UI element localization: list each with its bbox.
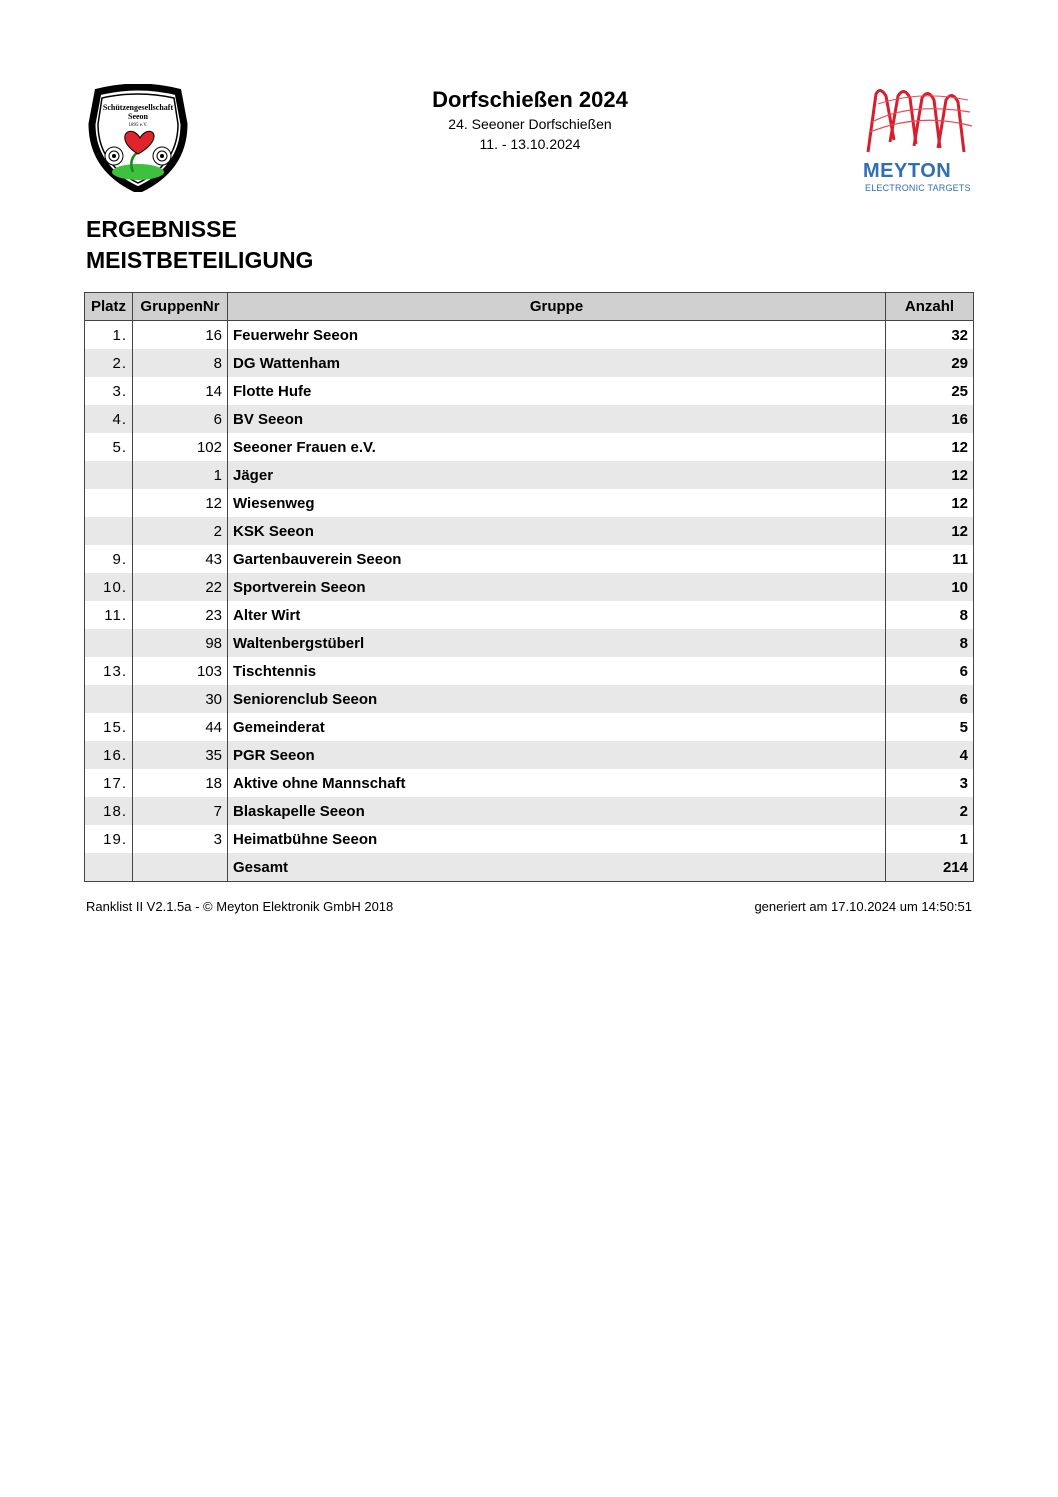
cell-gruppennr: 98: [133, 629, 228, 657]
cell-anzahl: 214: [886, 853, 974, 882]
cell-gruppennr: 6: [133, 405, 228, 433]
document-title: Dorfschießen 2024: [432, 87, 628, 112]
table-row: [85, 601, 974, 629]
cell-platz: 2.: [85, 349, 133, 377]
table-row: [85, 517, 974, 545]
event-dates: 11. - 13.10.2024: [479, 136, 581, 152]
cell-anzahl: 4: [886, 741, 974, 769]
column-header-anzahl: Anzahl: [886, 293, 974, 321]
footer-generated: generiert am 17.10.2024 um 14:50:51: [754, 899, 972, 914]
table-row: [85, 713, 974, 741]
table-row: [85, 741, 974, 769]
cell-gruppennr: [133, 853, 228, 882]
cell-gruppe: Tischtennis: [228, 657, 886, 685]
table-row: [85, 433, 974, 461]
cell-gruppe: Alter Wirt: [228, 601, 886, 629]
cell-platz: 16.: [85, 741, 133, 769]
cell-platz: 19.: [85, 825, 133, 853]
column-header-gruppennr: GruppenNr: [133, 293, 228, 321]
table-row: [85, 405, 974, 433]
table-row: [85, 461, 974, 489]
cell-platz: [85, 489, 133, 517]
cell-anzahl: 16: [886, 405, 974, 433]
cell-anzahl: 29: [886, 349, 974, 377]
cell-gruppennr: 14: [133, 377, 228, 405]
cell-platz: [85, 685, 133, 713]
cell-platz: 15.: [85, 713, 133, 741]
document-header: [330, 86, 730, 154]
cell-anzahl: 12: [886, 461, 974, 489]
cell-gruppe: PGR Seeon: [228, 741, 886, 769]
cell-platz: 1.: [85, 321, 133, 350]
club-logo-text-top: Schützengesellschaft: [102, 103, 174, 112]
results-table: [84, 292, 974, 882]
cell-gruppe: DG Wattenham: [228, 349, 886, 377]
cell-gruppe: Gesamt: [228, 853, 886, 882]
table-row: [85, 629, 974, 657]
table-row: [85, 685, 974, 713]
document-subtitle: 24. Seeoner Dorfschießen: [448, 116, 612, 132]
cell-gruppennr: 22: [133, 573, 228, 601]
cell-gruppennr: 8: [133, 349, 228, 377]
cell-gruppe: Sportverein Seeon: [228, 573, 886, 601]
cell-platz: [85, 517, 133, 545]
section-title-line2: MEISTBETEILIGUNG: [86, 247, 314, 273]
cell-gruppennr: 7: [133, 797, 228, 825]
cell-gruppennr: 23: [133, 601, 228, 629]
cell-gruppennr: 2: [133, 517, 228, 545]
table-row: [85, 489, 974, 517]
cell-platz: 11.: [85, 601, 133, 629]
cell-anzahl: 8: [886, 601, 974, 629]
cell-gruppe: Gartenbauverein Seeon: [228, 545, 886, 573]
cell-gruppe: Heimatbühne Seeon: [228, 825, 886, 853]
cell-gruppennr: 103: [133, 657, 228, 685]
cell-gruppennr: 1: [133, 461, 228, 489]
table-total-row: [85, 853, 974, 882]
cell-platz: 3.: [85, 377, 133, 405]
cell-gruppe: KSK Seeon: [228, 517, 886, 545]
cell-anzahl: 12: [886, 433, 974, 461]
cell-anzahl: 11: [886, 545, 974, 573]
table-row: [85, 377, 974, 405]
table-row: [85, 825, 974, 853]
section-title-line1: ERGEBNISSE: [86, 216, 237, 242]
club-logo-text-mid: Seeon: [128, 112, 148, 121]
section-title: [86, 214, 313, 276]
table-row: [85, 545, 974, 573]
table-row: [85, 349, 974, 377]
cell-gruppennr: 30: [133, 685, 228, 713]
cell-platz: 4.: [85, 405, 133, 433]
table-header-row: [85, 293, 974, 321]
cell-anzahl: 2: [886, 797, 974, 825]
cell-platz: 18.: [85, 797, 133, 825]
cell-gruppe: Aktive ohne Mannschaft: [228, 769, 886, 797]
cell-anzahl: 8: [886, 629, 974, 657]
cell-gruppe: Waltenbergstüberl: [228, 629, 886, 657]
cell-gruppennr: 35: [133, 741, 228, 769]
footer-copyright: Ranklist II V2.1.5a - © Meyton Elektronik GmbH 2018: [86, 899, 394, 914]
cell-anzahl: 6: [886, 657, 974, 685]
cell-platz: 9.: [85, 545, 133, 573]
cell-platz: 17.: [85, 769, 133, 797]
cell-platz: [85, 461, 133, 489]
cell-gruppennr: 43: [133, 545, 228, 573]
cell-gruppe: Flotte Hufe: [228, 377, 886, 405]
cell-anzahl: 6: [886, 685, 974, 713]
cell-platz: 13.: [85, 657, 133, 685]
meyton-tagline: ELECTRONIC TARGETS: [865, 183, 971, 193]
cell-gruppe: Gemeinderat: [228, 713, 886, 741]
cell-anzahl: 32: [886, 321, 974, 350]
cell-gruppennr: 44: [133, 713, 228, 741]
cell-gruppennr: 18: [133, 769, 228, 797]
cell-gruppennr: 102: [133, 433, 228, 461]
club-logo: [88, 84, 188, 192]
meyton-logo: [860, 82, 978, 194]
cell-gruppe: Jäger: [228, 461, 886, 489]
table-row: [85, 797, 974, 825]
cell-anzahl: 12: [886, 517, 974, 545]
cell-gruppe: Feuerwehr Seeon: [228, 321, 886, 350]
cell-platz: [85, 853, 133, 882]
table-row: [85, 657, 974, 685]
cell-anzahl: 10: [886, 573, 974, 601]
table-row: [85, 321, 974, 350]
cell-gruppe: Wiesenweg: [228, 489, 886, 517]
cell-gruppe: Seeoner Frauen e.V.: [228, 433, 886, 461]
cell-gruppe: Seniorenclub Seeon: [228, 685, 886, 713]
cell-gruppe: BV Seeon: [228, 405, 886, 433]
cell-gruppennr: 3: [133, 825, 228, 853]
cell-platz: [85, 629, 133, 657]
cell-gruppennr: 12: [133, 489, 228, 517]
cell-anzahl: 12: [886, 489, 974, 517]
cell-gruppe: Blaskapelle Seeon: [228, 797, 886, 825]
table-row: [85, 573, 974, 601]
cell-anzahl: 25: [886, 377, 974, 405]
column-header-platz: Platz: [85, 293, 133, 321]
cell-anzahl: 1: [886, 825, 974, 853]
club-logo-text-year: 1895 e.V.: [128, 123, 148, 128]
cell-platz: 5.: [85, 433, 133, 461]
table-row: [85, 769, 974, 797]
meyton-brand: MEYTON: [863, 160, 952, 182]
cell-anzahl: 5: [886, 713, 974, 741]
column-header-gruppe: Gruppe: [228, 293, 886, 321]
cell-platz: 10.: [85, 573, 133, 601]
cell-gruppennr: 16: [133, 321, 228, 350]
cell-anzahl: 3: [886, 769, 974, 797]
